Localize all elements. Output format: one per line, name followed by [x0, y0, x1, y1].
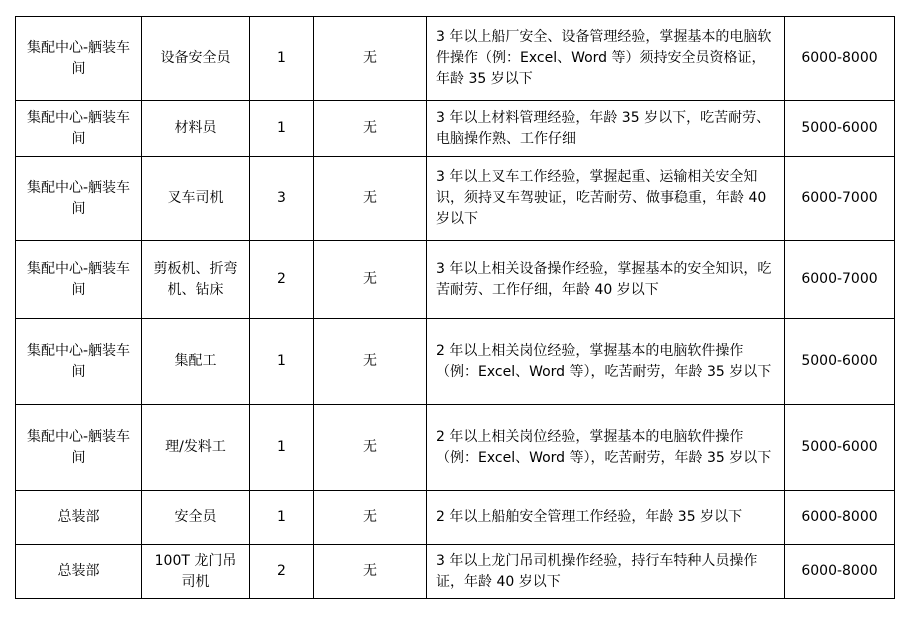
- position-cell: 理/发料工: [142, 405, 250, 491]
- requirement-cell: 2 年以上相关岗位经验，掌握基本的电脑软件操作（例：Excel、Word 等），吃苦耐劳，年龄 35 岁以下: [427, 319, 785, 405]
- department-cell: 集配中心-舾装车间: [16, 319, 142, 405]
- salary-cell: 6000-7000: [785, 157, 895, 241]
- salary-cell: 6000-8000: [785, 545, 895, 599]
- department-cell: 总装部: [16, 491, 142, 545]
- other-cell: 无: [314, 405, 427, 491]
- department-cell: 集配中心-舾装车间: [16, 241, 142, 319]
- count-cell: 3: [250, 157, 314, 241]
- requirement-cell: 2 年以上船舶安全管理工作经验，年龄 35 岁以下: [427, 491, 785, 545]
- position-cell: 安全员: [142, 491, 250, 545]
- count-cell: 2: [250, 241, 314, 319]
- table-row: [16, 545, 895, 599]
- department-cell: 集配中心-舾装车间: [16, 101, 142, 157]
- department-cell: 集配中心-舾装车间: [16, 405, 142, 491]
- other-cell: 无: [314, 157, 427, 241]
- count-cell: 1: [250, 319, 314, 405]
- salary-cell: 5000-6000: [785, 101, 895, 157]
- count-cell: 2: [250, 545, 314, 599]
- other-cell: 无: [314, 319, 427, 405]
- requirement-cell: 2 年以上相关岗位经验，掌握基本的电脑软件操作（例：Excel、Word 等），吃苦耐劳，年龄 35 岁以下: [427, 405, 785, 491]
- salary-cell: 6000-8000: [785, 17, 895, 101]
- table-row: [16, 17, 895, 101]
- table-row: [16, 241, 895, 319]
- other-cell: 无: [314, 17, 427, 101]
- table-row: [16, 405, 895, 491]
- count-cell: 1: [250, 17, 314, 101]
- requirement-cell: 3 年以上船厂安全、设备管理经验，掌握基本的电脑软件操作（例：Excel、Word 等）须持安全员资格证，年龄 35 岁以下: [427, 17, 785, 101]
- requirement-cell: 3 年以上龙门吊司机操作经验，持行车特种人员操作证，年龄 40 岁以下: [427, 545, 785, 599]
- table-row: [16, 491, 895, 545]
- table-row: [16, 157, 895, 241]
- table-row: [16, 319, 895, 405]
- position-cell: 集配工: [142, 319, 250, 405]
- position-cell: 100T 龙门吊司机: [142, 545, 250, 599]
- position-cell: 叉车司机: [142, 157, 250, 241]
- salary-cell: 5000-6000: [785, 405, 895, 491]
- department-cell: 总装部: [16, 545, 142, 599]
- salary-cell: 6000-7000: [785, 241, 895, 319]
- other-cell: 无: [314, 101, 427, 157]
- count-cell: 1: [250, 101, 314, 157]
- count-cell: 1: [250, 405, 314, 491]
- department-cell: 集配中心-舾装车间: [16, 17, 142, 101]
- salary-cell: 6000-8000: [785, 491, 895, 545]
- position-cell: 材料员: [142, 101, 250, 157]
- salary-cell: 5000-6000: [785, 319, 895, 405]
- position-cell: 剪板机、折弯机、钻床: [142, 241, 250, 319]
- other-cell: 无: [314, 491, 427, 545]
- table-row: [16, 101, 895, 157]
- requirement-cell: 3 年以上相关设备操作经验，掌握基本的安全知识，吃苦耐劳、工作仔细，年龄 40 岁以下: [427, 241, 785, 319]
- department-cell: 集配中心-舾装车间: [16, 157, 142, 241]
- count-cell: 1: [250, 491, 314, 545]
- requirement-cell: 3 年以上材料管理经验，年龄 35 岁以下，吃苦耐劳、电脑操作熟、工作仔细: [427, 101, 785, 157]
- other-cell: 无: [314, 241, 427, 319]
- other-cell: 无: [314, 545, 427, 599]
- position-cell: 设备安全员: [142, 17, 250, 101]
- job-openings-table: [15, 16, 895, 599]
- requirement-cell: 3 年以上叉车工作经验，掌握起重、运输相关安全知识，须持叉车驾驶证，吃苦耐劳、做事稳重，年龄 40 岁以下: [427, 157, 785, 241]
